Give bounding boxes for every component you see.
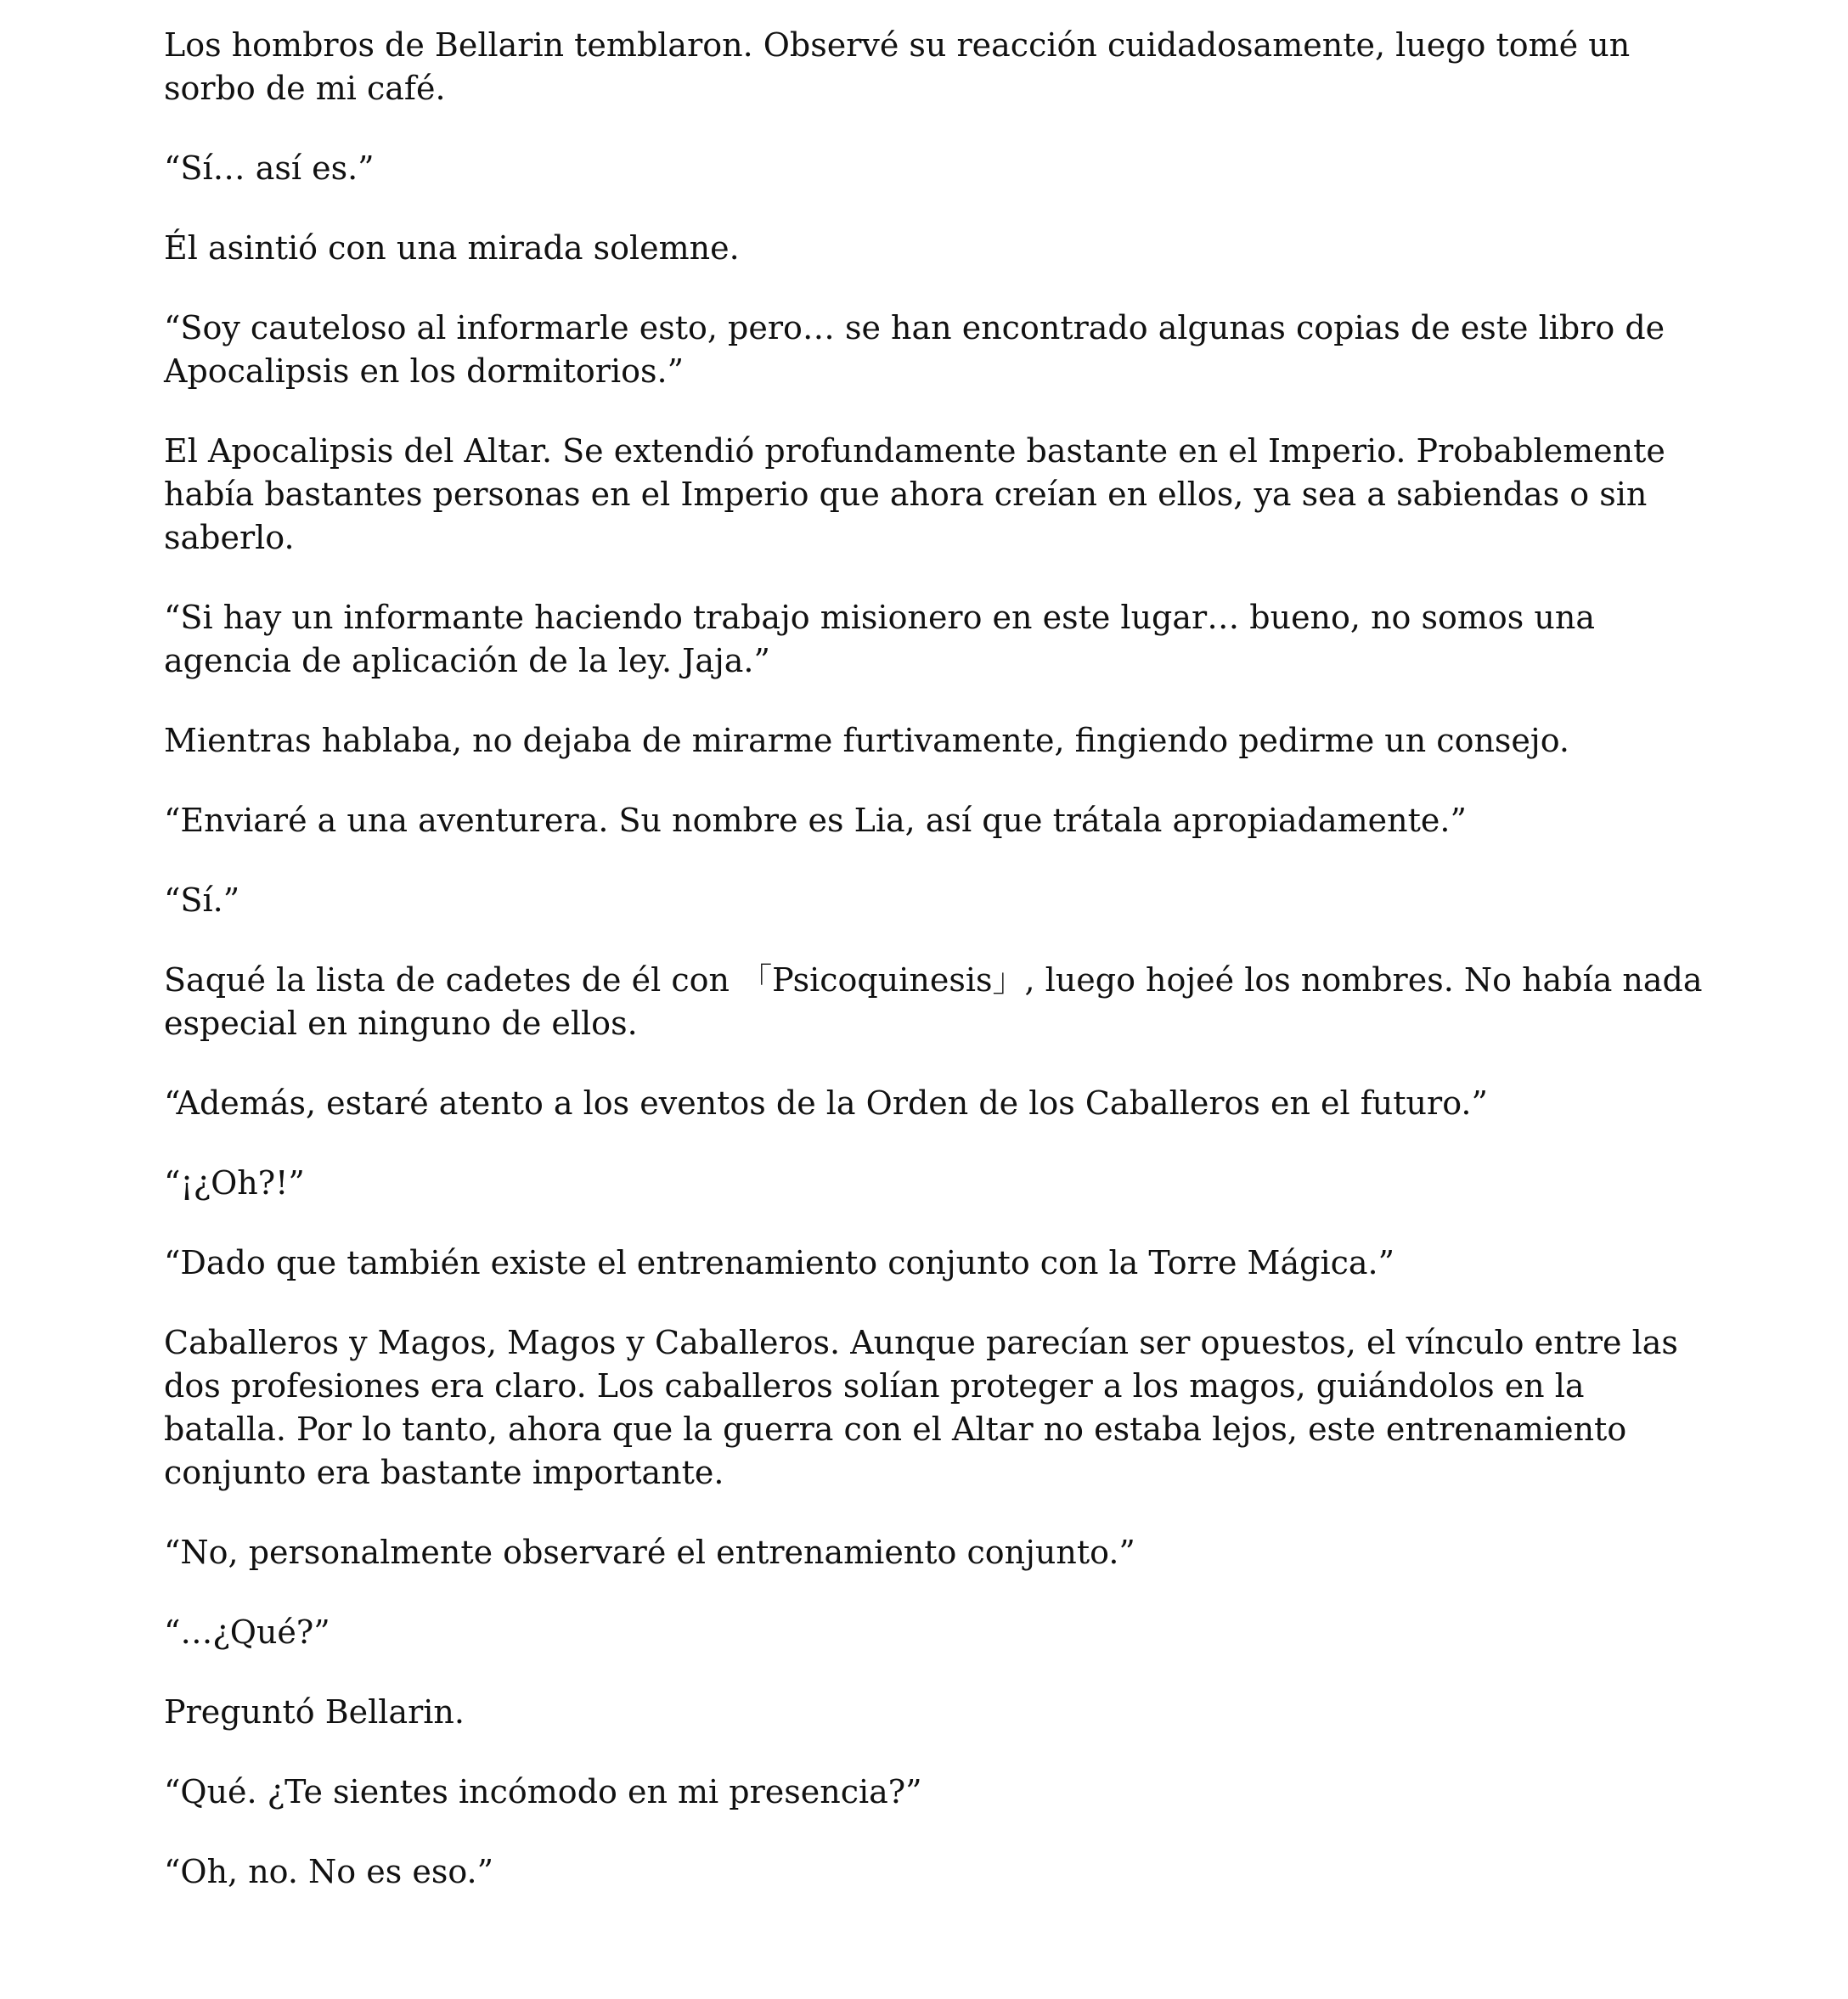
paragraph: “Sí… así es.” [164, 149, 375, 187]
paragraph: “¡¿Oh?!” [164, 1164, 305, 1202]
paragraph: “No, personalmente observaré el entrenamiento conjunto.” [164, 1534, 1135, 1571]
paragraph: “Sí.” [164, 881, 240, 919]
paragraph: “Oh, no. No es eso.” [164, 1853, 494, 1890]
document-page [164, 24, 1710, 1930]
paragraph: El Apocalipsis del Altar. Se extendió profundamente bastante en el Imperio. Probablemente había bastantes personas en el Imperio que ahora creían en ellos, ya sea a sabiendas o sin saberlo. [164, 432, 1665, 556]
paragraph: Los hombros de Bellarin temblaron. Observé su reacción cuidadosamente, luego tomé un sorbo de mi café. [164, 26, 1631, 107]
paragraph: “Si hay un informante haciendo trabajo misionero en este lugar… bueno, no somos una agencia de aplicación de la ley. Jaja.” [164, 599, 1595, 679]
paragraph: “Enviaré a una aventurera. Su nombre es Lia, así que trátala apropiadamente.” [164, 802, 1467, 839]
paragraph: “Soy cauteloso al informarle esto, pero… se han encontrado algunas copias de este libro de Apocalipsis en los dormitorios.” [164, 309, 1665, 390]
paragraph: Caballeros y Magos, Magos y Caballeros. Aunque parecían ser opuestos, el vínculo entre las dos profesiones era claro. Los caballeros solían proteger a los magos, guiándolos en la batalla. Por lo tanto, ahora que la guerra con el Altar no estaba lejos, este entrenamiento conjunto era bastante importante. [164, 1324, 1678, 1491]
paragraph: “Dado que también existe el entrenamiento conjunto con la Torre Mágica.” [164, 1244, 1395, 1281]
paragraph: Él asintió con una mirada solemne. [164, 229, 740, 267]
paragraph: Preguntó Bellarin. [164, 1693, 465, 1731]
paragraph: “Qué. ¿Te sientes incómodo en mi presencia?” [164, 1773, 922, 1810]
paragraph: “…¿Qué?” [164, 1613, 330, 1651]
paragraph: Mientras hablaba, no dejaba de mirarme furtivamente, fingiendo pedirme un consejo. [164, 722, 1569, 759]
paragraph: “Además, estaré atento a los eventos de la Orden de los Caballeros en el futuro.” [164, 1084, 1488, 1122]
paragraph: Saqué la lista de cadetes de él con 「Psicoquinesis」, luego hojeé los nombres. No había nada especial en ninguno de ellos. [164, 961, 1703, 1042]
